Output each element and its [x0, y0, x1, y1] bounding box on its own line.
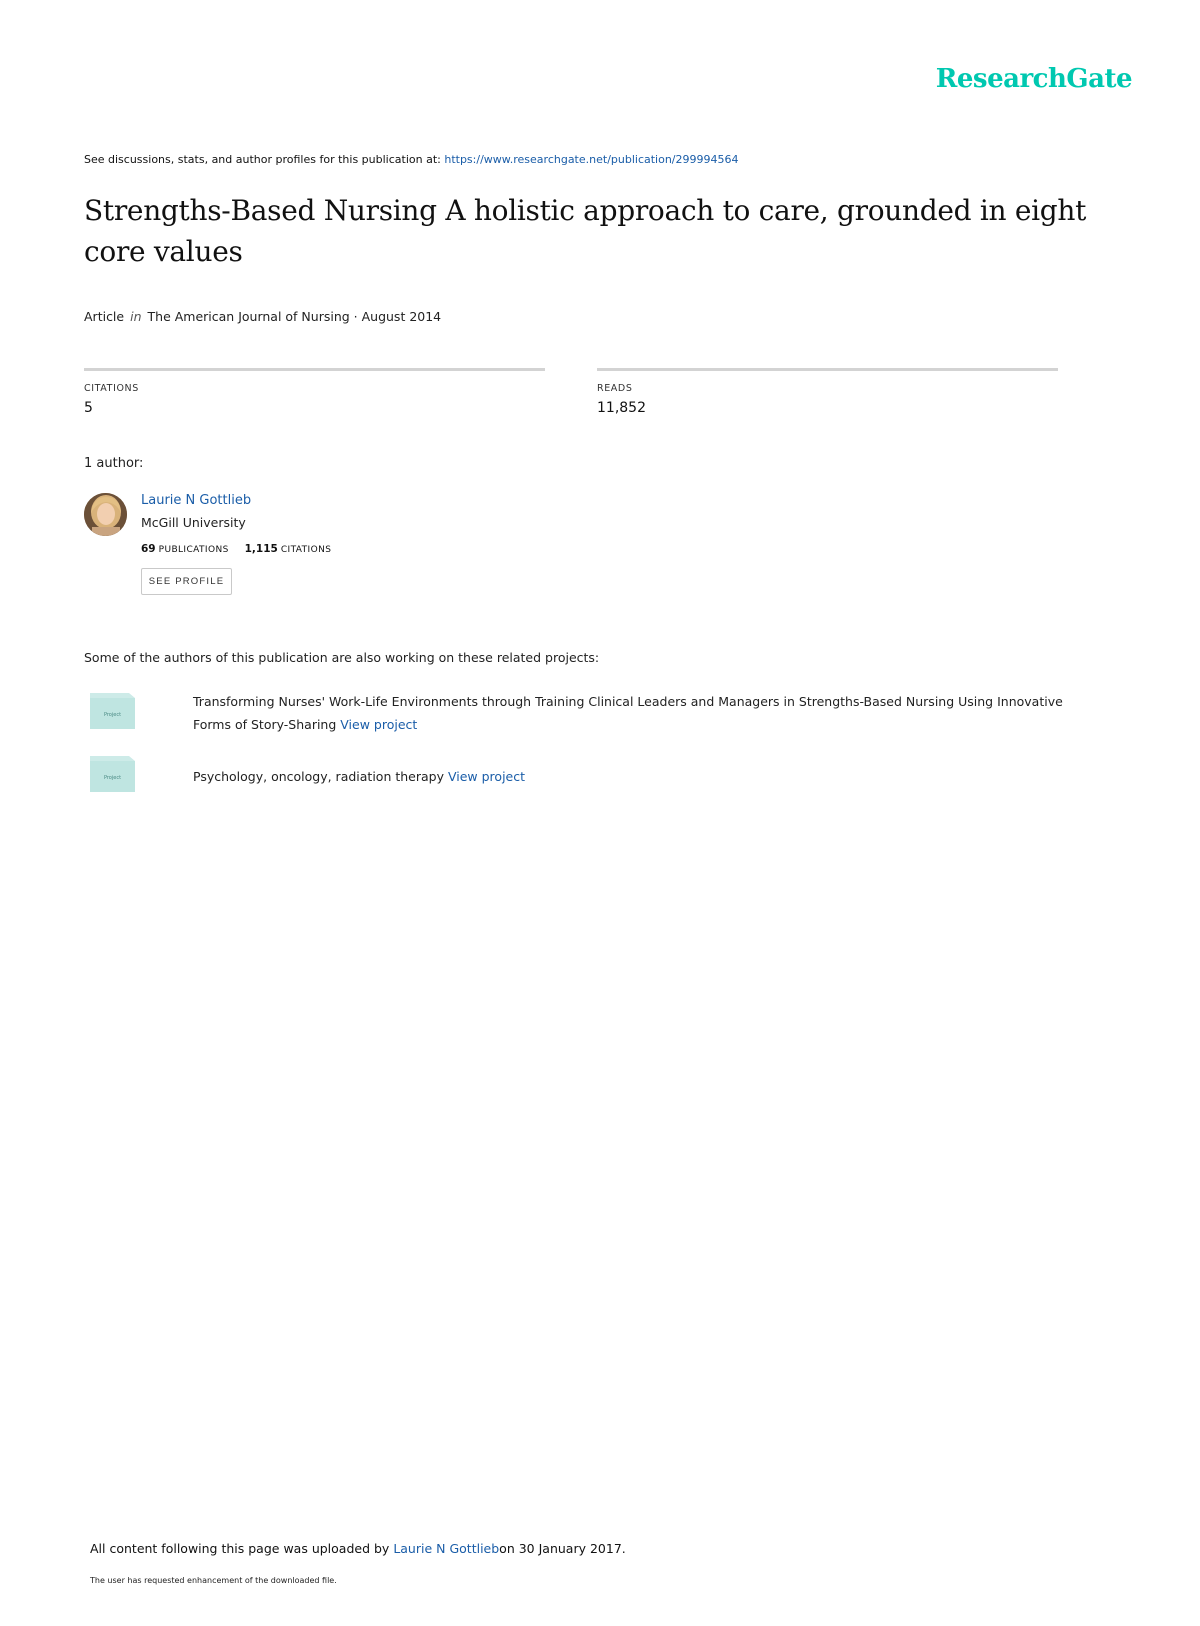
citations-divider: [84, 368, 545, 371]
publication-type: Article: [84, 309, 125, 324]
project-item: [193, 690, 1103, 736]
project-icon-label: Project: [103, 775, 122, 781]
author-name-link[interactable]: Laurie N Gottlieb: [141, 493, 252, 508]
author-publications-label: PUBLICATIONS: [158, 545, 229, 555]
related-projects-intro: Some of the authors of this publication are also working on these related projects:: [84, 650, 600, 665]
see-profile-button[interactable]: SEE PROFILE: [141, 568, 232, 595]
project-icon-label: Project: [103, 712, 122, 718]
author-citations-count: 1,115: [244, 543, 278, 555]
uploaded-suffix: on 30 January 2017.: [499, 1541, 626, 1556]
author-publications-count: 69: [141, 543, 156, 555]
project-folder-icon: [89, 755, 137, 793]
uploader-link[interactable]: Laurie N Gottlieb: [393, 1541, 500, 1556]
reads-label: READS: [597, 383, 633, 394]
project-title: Transforming Nurses' Work-Life Environments through Training Clinical Leaders and Managers in Strengths-Based Nursing Using Innovative Forms of Story-Sharing: [193, 694, 1063, 732]
citations-label: CITATIONS: [84, 383, 139, 394]
enhancement-notice: The user has requested enhancement of the downloaded file.: [90, 1576, 337, 1585]
author-institution: McGill University: [141, 515, 246, 530]
author-avatar[interactable]: [84, 493, 127, 536]
author-count: 1 author:: [84, 456, 144, 471]
author-stats: [141, 543, 331, 555]
in-label: in: [130, 309, 142, 324]
view-project-link[interactable]: View project: [447, 769, 526, 784]
journal-name: The American Journal of Nursing · August 2014: [147, 309, 442, 324]
see-discussions-line: [84, 153, 739, 166]
avatar-photo-icon: [84, 493, 127, 536]
project-title: Psychology, oncology, radiation therapy: [193, 769, 444, 784]
author-citations-label: CITATIONS: [280, 545, 332, 555]
publication-meta: [84, 309, 441, 324]
uploaded-by-line: [90, 1541, 626, 1556]
view-project-link[interactable]: View project: [340, 717, 418, 732]
see-discussions-text: See discussions, stats, and author profiles for this publication at:: [84, 153, 441, 166]
publication-url-link[interactable]: https://www.researchgate.net/publication/299994564: [444, 153, 739, 166]
uploaded-prefix: All content following this page was uploaded by: [90, 1541, 390, 1556]
project-item: [193, 765, 1103, 788]
reads-value: 11,852: [597, 400, 646, 416]
citations-value: 5: [84, 400, 93, 416]
publication-title: Strengths-Based Nursing A holistic approach to care, grounded in eight core values: [84, 194, 1087, 268]
reads-divider: [597, 368, 1058, 371]
project-folder-icon: [89, 692, 137, 730]
researchgate-logo[interactable]: ResearchGate: [935, 64, 1132, 94]
